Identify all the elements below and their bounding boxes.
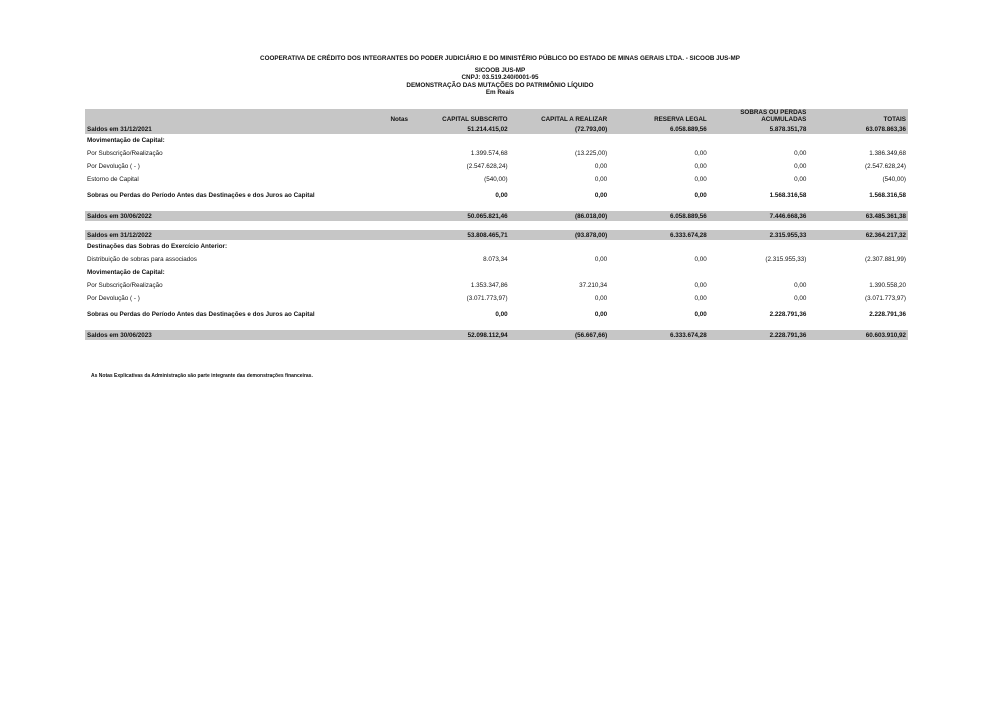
cell-reserva-legal: 6.333.674,28 bbox=[609, 330, 709, 340]
cell-totais: 62.364.217,32 bbox=[808, 230, 908, 240]
cell-reserva-legal: 6.333.674,28 bbox=[609, 230, 709, 240]
cell-capital-subscrito: 1.353.347,86 bbox=[470, 282, 508, 289]
cell-capital-a-realizar: (72.793,00) bbox=[510, 124, 610, 134]
row-label: Por Devolução ( - ) bbox=[87, 295, 140, 302]
section-row bbox=[85, 240, 908, 253]
cell-sobras: 2.228.791,36 bbox=[769, 311, 807, 318]
table-row bbox=[85, 230, 908, 240]
cell-reserva-legal: 0,00 bbox=[694, 282, 707, 289]
cell-totais: 60.603.910,92 bbox=[808, 330, 908, 340]
cell-capital-subscrito: 1.399.574,68 bbox=[470, 150, 508, 157]
table-row bbox=[85, 211, 908, 221]
cell-capital-a-realizar: 0,00 bbox=[594, 176, 608, 183]
row-label: Saldos em 31/12/2022 bbox=[85, 230, 385, 240]
entity-name: SICOOB JUS-MP bbox=[474, 67, 526, 74]
row-label: Estorno de Capital bbox=[87, 176, 139, 183]
header-sobras: SOBRAS OU PERDAS ACUMULADAS bbox=[709, 109, 809, 124]
currency-note: Em Reais bbox=[485, 88, 515, 96]
table-row bbox=[85, 279, 908, 292]
cnpj: CNPJ: 03.519.240/0001-95 bbox=[461, 74, 539, 82]
section-row bbox=[85, 134, 908, 147]
table-row bbox=[85, 190, 908, 207]
cell-totais: (3.071.773,97) bbox=[865, 295, 906, 302]
table-row bbox=[85, 253, 908, 266]
cell-capital-a-realizar: (93.878,00) bbox=[510, 230, 610, 240]
cell-capital-a-realizar: 0,00 bbox=[594, 295, 608, 302]
cell-sobras: 1.568.316,58 bbox=[769, 192, 807, 199]
cell-sobras: 0,00 bbox=[794, 150, 807, 157]
section-row bbox=[85, 266, 908, 279]
section-label: Movimentação de Capital: bbox=[87, 137, 165, 144]
cell-capital-subscrito: 0,00 bbox=[495, 192, 508, 199]
row-label: Saldos em 31/12/2021 bbox=[85, 124, 385, 134]
row-label: Sobras ou Perdas do Período Antes das Destinações e dos Juros ao Capital bbox=[87, 192, 315, 199]
cell-capital-subscrito: 52.098.112,94 bbox=[410, 330, 510, 340]
header-capital-subscrito: CAPITAL SUBSCRITO bbox=[410, 109, 510, 124]
row-label: Saldos em 30/06/2022 bbox=[85, 211, 385, 221]
cell-sobras: (2.315.955,33) bbox=[765, 256, 807, 263]
cell-capital-a-realizar: 0,00 bbox=[594, 192, 608, 199]
cell-sobras: 2.228.791,36 bbox=[709, 330, 809, 340]
cell-totais: 2.228.791,36 bbox=[869, 311, 906, 318]
cell-reserva-legal: 0,00 bbox=[694, 192, 707, 199]
cell-sobras: 0,00 bbox=[794, 176, 807, 183]
footnote: As Notas Explicativas da Administração são parte integrante das demonstrações financeiras. bbox=[91, 373, 313, 379]
cell-capital-subscrito: (3.071.773,97) bbox=[466, 295, 508, 302]
row-label: Por Subscrição/Realização bbox=[87, 282, 163, 289]
table-row bbox=[85, 173, 908, 186]
cell-totais: 63.078.863,36 bbox=[808, 124, 908, 134]
cell-totais: (2.547.628,24) bbox=[865, 163, 906, 170]
cell-capital-subscrito: 53.808.465,71 bbox=[410, 230, 510, 240]
cell-capital-a-realizar: 0,00 bbox=[594, 256, 608, 263]
row-label: Por Subscrição/Realização bbox=[87, 150, 163, 157]
section-label: Movimentação de Capital: bbox=[87, 269, 165, 276]
cell-reserva-legal: 0,00 bbox=[694, 163, 707, 170]
cell-sobras: 0,00 bbox=[794, 163, 807, 170]
cell-reserva-legal: 0,00 bbox=[694, 256, 707, 263]
section-label: Destinações das Sobras do Exercício Anterior: bbox=[87, 243, 228, 250]
cell-capital-subscrito: 50.065.821,46 bbox=[410, 211, 510, 221]
table-row bbox=[85, 147, 908, 160]
header-label-cell bbox=[85, 109, 385, 124]
cell-capital-a-realizar: 0,00 bbox=[594, 163, 608, 170]
cell-capital-a-realizar: 0,00 bbox=[594, 311, 608, 318]
cell-capital-a-realizar: (13.225,00) bbox=[574, 150, 608, 157]
header-notas: Notas bbox=[385, 109, 410, 124]
equity-changes-table bbox=[85, 109, 908, 340]
cell-totais: 63.485.361,38 bbox=[808, 211, 908, 221]
table-header bbox=[85, 109, 908, 124]
cell-sobras: 2.315.955,33 bbox=[709, 230, 809, 240]
statement-title: DEMONSTRAÇÃO DAS MUTAÇÕES DO PATRIMÔNIO LÍQUIDO bbox=[406, 81, 594, 89]
cell-totais: (2.307.881,99) bbox=[865, 256, 906, 263]
cell-capital-a-realizar: 37.210,34 bbox=[579, 282, 608, 289]
cell-capital-subscrito: 0,00 bbox=[495, 311, 508, 318]
row-label: Distribuição de sobras para associados bbox=[87, 256, 197, 263]
cell-capital-subscrito: (540,00) bbox=[484, 176, 508, 183]
table-row bbox=[85, 309, 908, 326]
table-row bbox=[85, 330, 908, 340]
cell-reserva-legal: 6.058.889,56 bbox=[609, 124, 709, 134]
cell-capital-a-realizar: (86.018,00) bbox=[510, 211, 610, 221]
cell-reserva-legal: 0,00 bbox=[694, 311, 707, 318]
row-label: Sobras ou Perdas do Período Antes das Destinações e dos Juros ao Capital bbox=[87, 311, 315, 318]
cell-sobras: 7.446.668,36 bbox=[709, 211, 809, 221]
cell-reserva-legal: 0,00 bbox=[694, 295, 707, 302]
cell-sobras: 5.878.351,78 bbox=[709, 124, 809, 134]
header-capital-a-realizar: CAPITAL A REALIZAR bbox=[510, 109, 610, 124]
cell-sobras: 0,00 bbox=[794, 295, 807, 302]
cell-sobras: 0,00 bbox=[794, 282, 807, 289]
cell-capital-a-realizar: (56.667,66) bbox=[510, 330, 610, 340]
cell-totais: 1.390.558,20 bbox=[869, 282, 906, 289]
cell-capital-subscrito: 8.073,34 bbox=[483, 256, 508, 263]
report-subheader bbox=[0, 67, 1000, 96]
report-title: COOPERATIVA DE CRÉDITO DOS INTEGRANTES DO PODER JUDICIÁRIO E DO MINISTÉRIO PÚBLICO DO ESTADO DE MINAS GERAIS LTDA. - SICOOB JUS-MP bbox=[260, 55, 740, 62]
header-totais: TOTAIS bbox=[808, 109, 908, 124]
cell-totais: 1.568.316,58 bbox=[869, 192, 906, 199]
cell-totais: 1.386.349,68 bbox=[869, 150, 906, 157]
cell-capital-subscrito: 51.214.415,02 bbox=[410, 124, 510, 134]
table-row bbox=[85, 124, 908, 134]
cell-reserva-legal: 0,00 bbox=[694, 176, 707, 183]
cell-reserva-legal: 0,00 bbox=[694, 150, 707, 157]
cell-totais: (540,00) bbox=[882, 176, 906, 183]
cell-capital-subscrito: (2.547.628,24) bbox=[466, 163, 508, 170]
cell-reserva-legal: 6.058.889,56 bbox=[609, 211, 709, 221]
row-label: Por Devolução ( - ) bbox=[87, 163, 140, 170]
header-reserva-legal: RESERVA LEGAL bbox=[609, 109, 709, 124]
table-row bbox=[85, 292, 908, 305]
row-label: Saldos em 30/06/2023 bbox=[85, 330, 385, 340]
table-row bbox=[85, 160, 908, 173]
